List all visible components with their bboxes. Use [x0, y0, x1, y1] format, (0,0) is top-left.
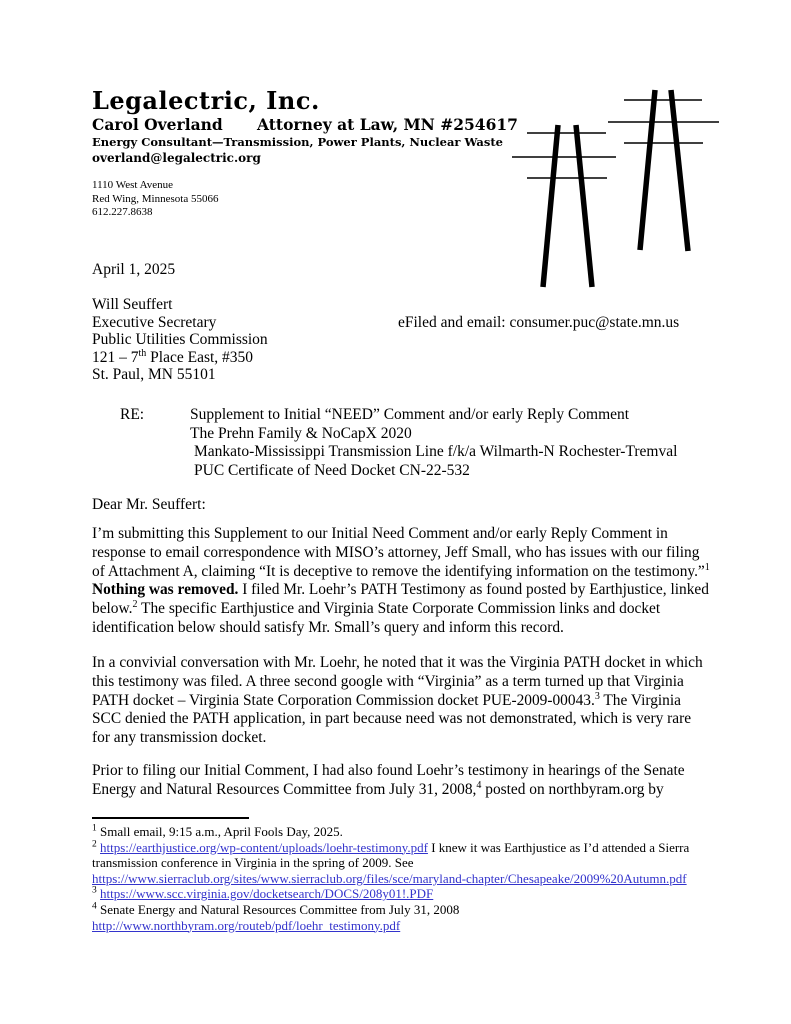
efiled-note: eFiled and email: consumer.puc@state.mn.us — [398, 314, 680, 331]
transmission-towers-icon — [495, 80, 745, 295]
body-paragraph-2 — [92, 654, 712, 748]
footnote-marker: 3 — [92, 886, 97, 897]
recipient-city: St. Paul, MN 55101 — [92, 366, 216, 383]
bold-emphasis: Nothing was removed. — [92, 581, 239, 599]
paragraph-text: I filed Mr. Loehr’s PATH Testimony as found posted by Earthjustice, linked below. — [92, 581, 709, 618]
footnote-marker: 4 — [92, 901, 97, 912]
letter-date: April 1, 2025 — [92, 261, 176, 278]
footnote-3 — [92, 886, 714, 902]
recipient-org: Public Utilities Commission — [92, 331, 268, 348]
earthjustice-link[interactable]: https://earthjustice.org/wp-content/uploads/loehr-testimony.pdf — [100, 839, 428, 855]
re-line-project: Mankato-Mississippi Transmission Line f/k/a Wilmarth-N Rochester-Tremval — [194, 443, 678, 461]
paragraph-text: I’m submitting this Supplement to our Initial Need Comment and/or early Reply Comment in response to email correspondence with MISO’s attorney, Jeff Small, who has issues with our filing of Attachment A, claiming “It is deceptive to remove the identifying information on the testimony.” — [92, 525, 705, 580]
scc-virginia-link[interactable]: https://www.scc.virginia.gov/docketsearch/DOCS/208y01!.PDF — [100, 886, 434, 902]
footnote-text: I knew it was Earthjustice as I’d attended a Sierra transmission conference in Virginia in the spring of 2009. See — [92, 839, 690, 871]
footnote-marker: 2 — [92, 839, 97, 850]
letterhead — [92, 88, 518, 220]
paragraph-text: posted on northbyram.org by — [481, 780, 664, 798]
body-paragraph-1 — [92, 525, 712, 638]
footnote-ref-2: 2 — [132, 599, 138, 611]
footnote-marker: 1 — [92, 823, 97, 834]
recipient-name: Will Seuffert — [92, 296, 173, 313]
footnote-separator — [92, 817, 249, 819]
re-label: RE: — [120, 406, 145, 423]
address-line-city: Red Wing, Minnesota 55066 — [92, 192, 219, 205]
footnote-1 — [92, 824, 714, 840]
re-lines — [190, 406, 677, 481]
footnote-ref-1: 1 — [704, 561, 710, 573]
company-name: Legalectric, Inc. — [92, 86, 320, 115]
attorney-line — [92, 115, 518, 134]
footnotes — [92, 824, 714, 933]
paragraph-text: The Virginia SCC denied the PATH application, in part because need was not demonstrated, which is very rare for any transmission docket. — [92, 691, 692, 747]
paragraph-text: Prior to filing our Initial Comment, I had also found Loehr’s testimony in hearings of the Senate Energy and Natural Resources Committee from July 31, 2008, — [92, 762, 685, 798]
recipient-street: 121 – 7th Place East, #350 — [92, 347, 254, 366]
re-block — [120, 406, 677, 481]
sierraclub-link[interactable]: https://www.sierraclub.org/sites/www.sierraclub.org/files/sce/maryland-chapter/Chesapeake/2009%20Autumn.pdf — [92, 870, 687, 886]
letterhead-email: overland@legalectric.org — [92, 151, 261, 165]
recipient-title: Executive Secretary — [92, 313, 217, 331]
letterhead-tagline: Energy Consultant—Transmission, Power Plants, Nuclear Waste — [92, 135, 503, 149]
attorney-title: Attorney at Law, MN #254617 — [257, 115, 518, 134]
footnote-ref-4: 4 — [476, 779, 482, 791]
recipient-block — [92, 296, 268, 384]
footnote-4 — [92, 902, 714, 933]
footnote-text: Small email, 9:15 a.m., April Fools Day, 2025. — [100, 824, 343, 839]
re-line-parties: The Prehn Family & NoCapX 2020 — [190, 424, 412, 442]
address-line-phone: 612.227.8638 — [92, 206, 153, 218]
body-paragraph-3 — [92, 762, 712, 800]
letterhead-address — [92, 179, 518, 220]
attorney-name: Carol Overland — [92, 115, 223, 134]
footnote-ref-3: 3 — [594, 690, 600, 702]
salutation: Dear Mr. Seuffert: — [92, 496, 206, 513]
re-line-subject: Supplement to Initial “NEED” Comment and/or early Reply Comment — [190, 406, 630, 423]
paragraph-text: The specific Earthjustice and Virginia State Corporate Commission links and docket identification below should satisfy Mr. Small’s query and inform this record. — [92, 600, 661, 636]
address-line-street: 1110 West Avenue — [92, 179, 173, 191]
re-line-docket: PUC Certificate of Need Docket CN-22-532 — [194, 462, 470, 480]
northbyram-link[interactable]: http://www.northbyram.org/routeb/pdf/loehr_testimony.pdf — [92, 917, 401, 933]
footnote-2 — [92, 840, 714, 887]
paragraph-text: In a convivial conversation with Mr. Loehr, he noted that it was the Virginia PATH docket in which this testimony was filed. A three second google with “Virginia” as a term turned up that Virginia PATH docket – Virginia State Corporation Commission docket PUE-2009-00043. — [92, 654, 703, 709]
footnote-text: Senate Energy and Natural Resources Committee from July 31, 2008 — [100, 901, 460, 917]
